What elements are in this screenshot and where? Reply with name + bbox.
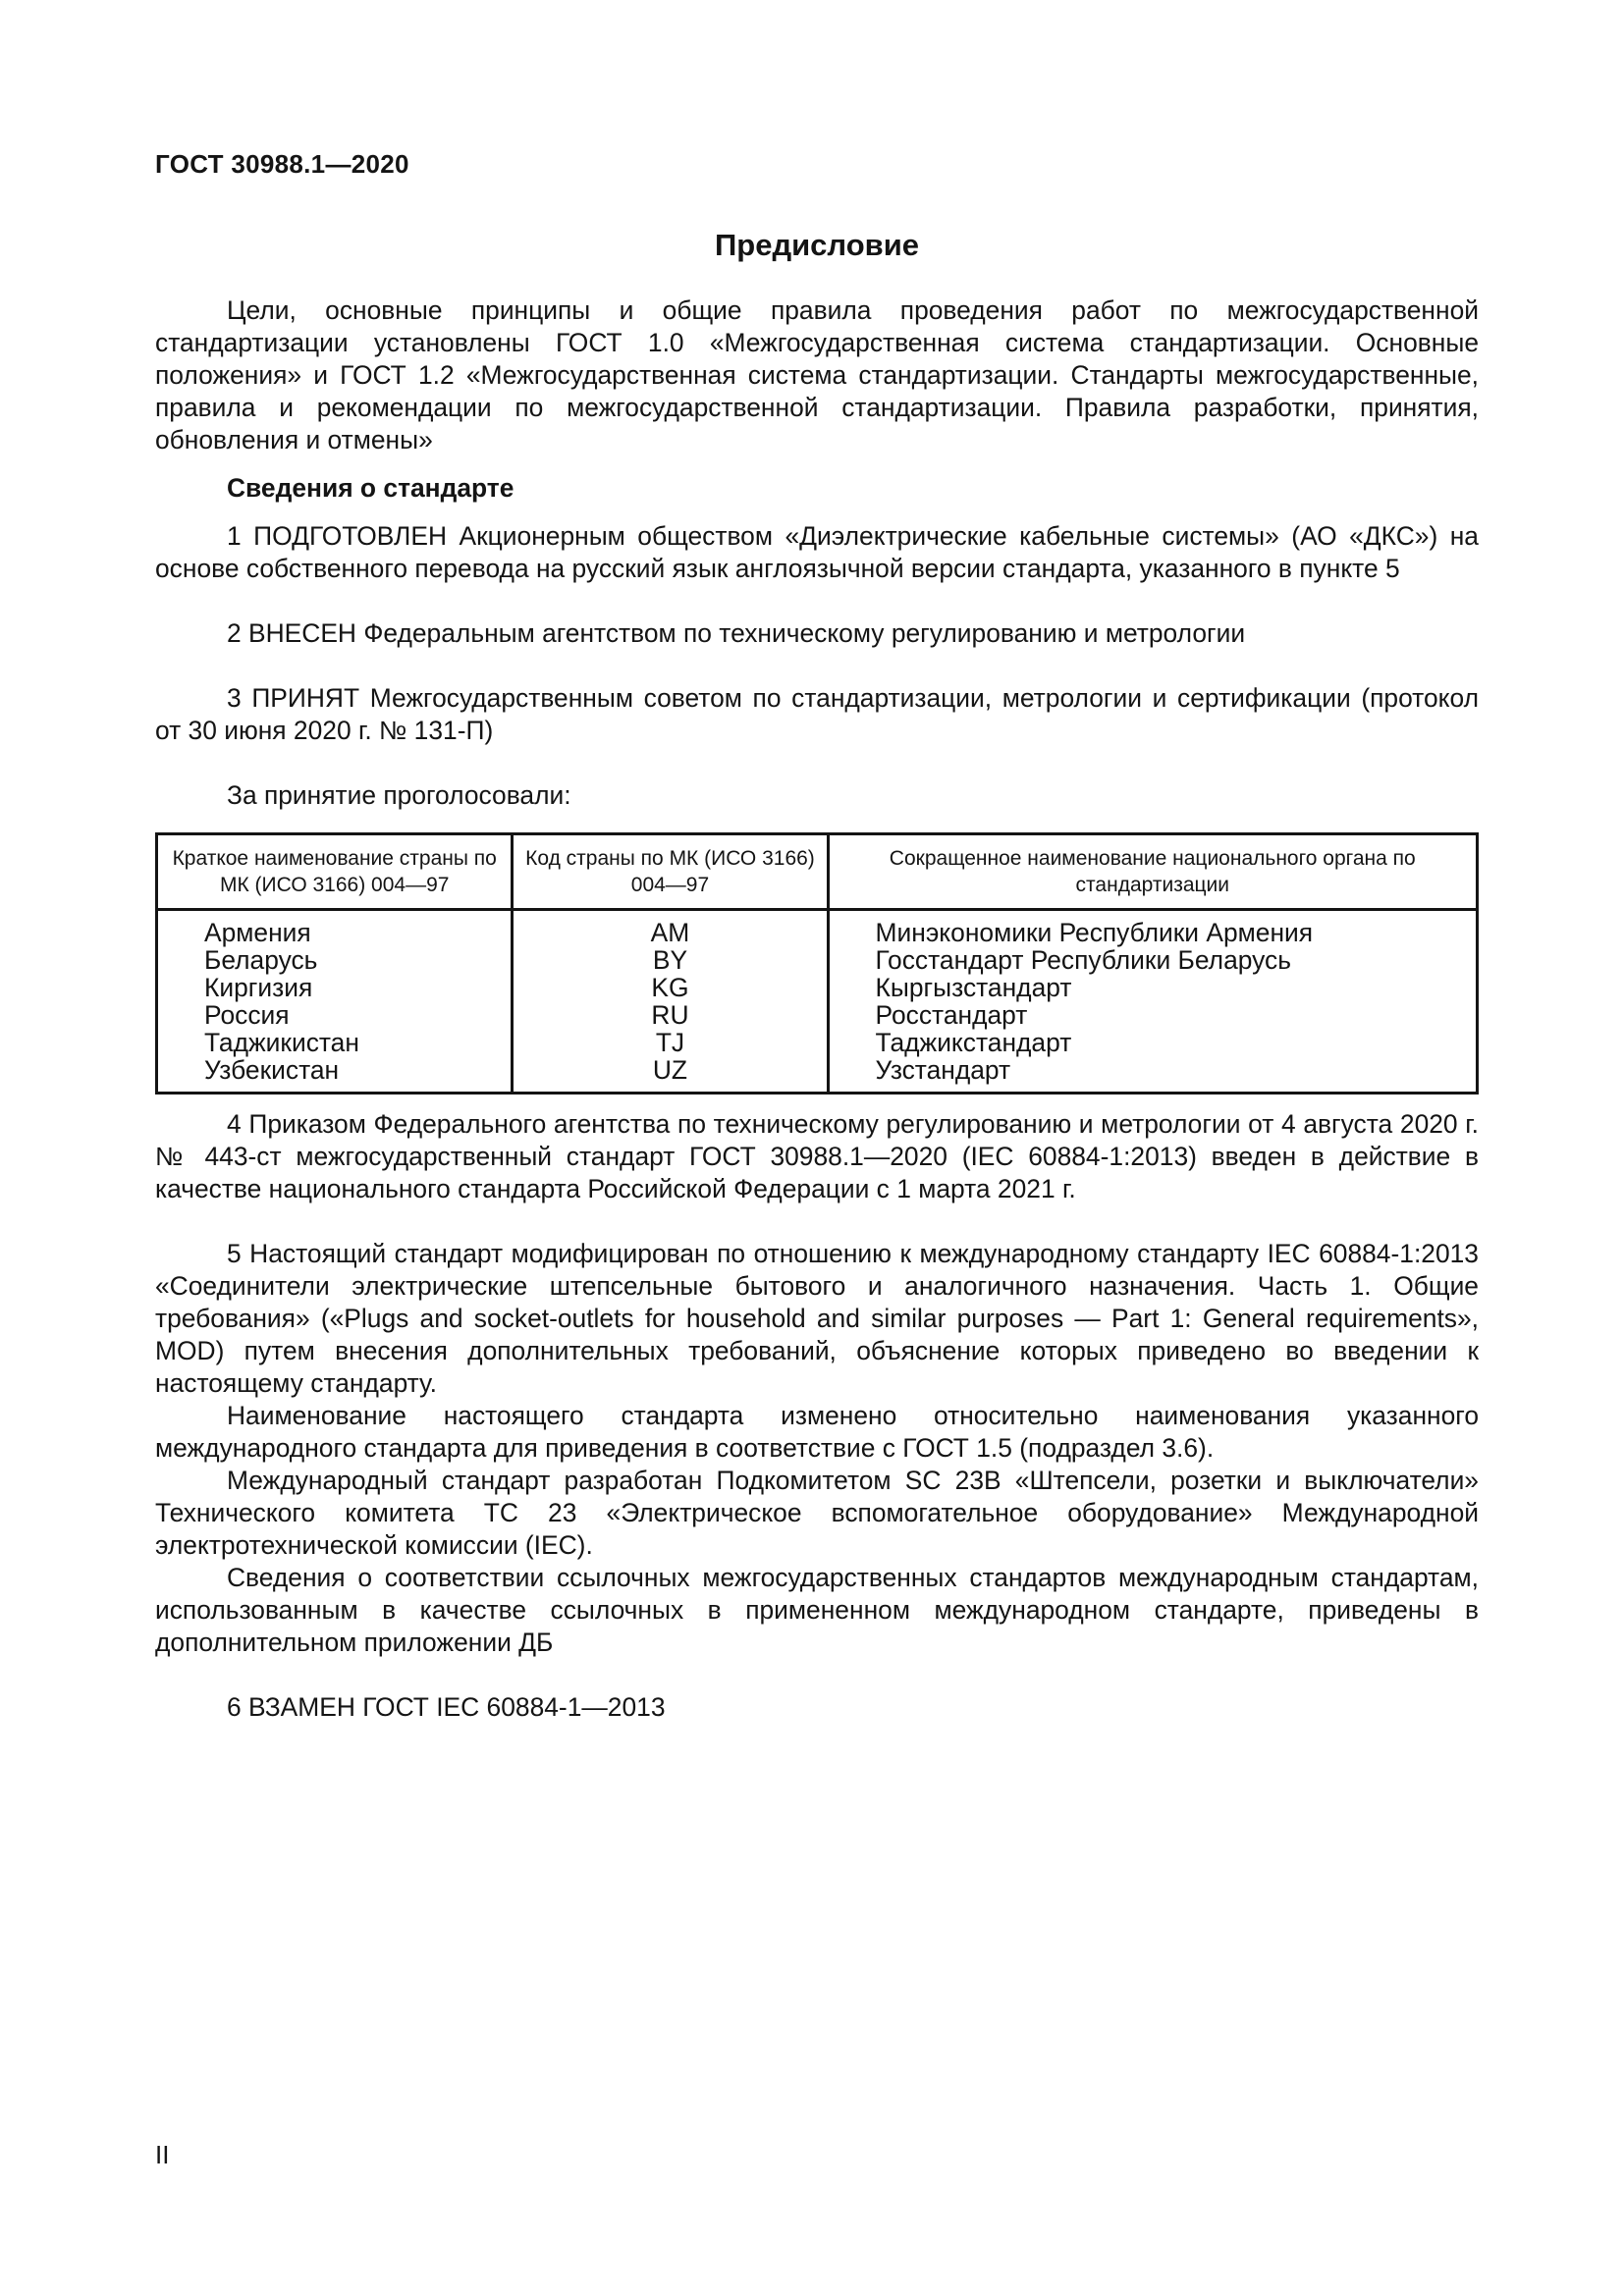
- document-body: [155, 294, 1479, 1724]
- country-code-cell: KG: [513, 974, 828, 1001]
- page-number: II: [155, 2140, 170, 2169]
- country-code-cell: AM: [513, 910, 828, 947]
- country-code-cell: RU: [513, 1001, 828, 1029]
- item-6-paragraph: 6 ВЗАМЕН ГОСТ IEC 60884-1—2013: [227, 1692, 666, 1722]
- intro-paragraph: Цели, основные принципы и общие правила проведения работ по межгосударственной стандартизации установлены ГОСТ 1.0 «Межгосударственная система стандартизации. Основные положения» и ГОСТ 1.2 «Межгосударственная система стандартизации. Стандарты межгосударственные, правила и рекомендации по межгосударственной стандартизации. Правила разработки, принятия, обновления и отмены»: [155, 295, 1479, 454]
- page-title: Предисловие: [714, 228, 919, 262]
- country-name-cell: Армения: [157, 910, 513, 947]
- table-header-cell: Код страны по МК (ИСО 3166) 004—97: [513, 834, 828, 910]
- country-name-cell: Россия: [157, 1001, 513, 1029]
- item-5-paragraph-2: Наименование настоящего стандарта изменено относительно наименования указанного международного стандарта для приведения в соответствие с ГОСТ 1.5 (подраздел 3.6).: [155, 1401, 1479, 1463]
- national-body-cell: Росстандарт: [828, 1001, 1477, 1029]
- voting-table-wrapper: [155, 832, 1479, 1095]
- country-code-cell: TJ: [513, 1029, 828, 1056]
- item-5-paragraph-3: Международный стандарт разработан Подкомитетом SC 23B «Штепсели, розетки и выключатели» Технического комитета TC 23 «Электрическое вспомогательное оборудование» Международной электротехнической комиссии (IEC).: [155, 1466, 1479, 1560]
- national-body-cell: Госстандарт Республики Беларусь: [828, 946, 1477, 974]
- item-4-paragraph: 4 Приказом Федерального агентства по техническому регулированию и метрологии от 4 августа 2020 г. № 443-ст межгосударственный стандарт ГОСТ 30988.1—2020 (IEC 60884-1:2013) введен в действие в качестве национального стандарта Российской Федерации с 1 марта 2021 г.: [155, 1109, 1479, 1203]
- table-header-cell: Сокращенное наименование национального органа по стандартизации: [828, 834, 1477, 910]
- national-body-cell: Таджикстандарт: [828, 1029, 1477, 1056]
- voting-table: [155, 832, 1479, 1095]
- country-name-cell: Узбекистан: [157, 1056, 513, 1094]
- national-body-cell: Узстандарт: [828, 1056, 1477, 1094]
- item-3-paragraph: 3 ПРИНЯТ Межгосударственным советом по стандартизации, метрологии и сертификации (протокол от 30 июня 2020 г. № 131-П): [155, 683, 1479, 745]
- table-row: [157, 974, 1478, 1001]
- section-subheading: Сведения о стандарте: [227, 473, 514, 503]
- table-row: [157, 910, 1478, 947]
- item-1-paragraph: 1 ПОДГОТОВЛЕН Акционерным обществом «Диэлектрические кабельные системы» (АО «ДКС») на основе собственного перевода на русский язык англоязычной версии стандарта, указанного в пункте 5: [155, 521, 1479, 583]
- national-body-cell: Кыргызстандарт: [828, 974, 1477, 1001]
- item-5-paragraph: 5 Настоящий стандарт модифицирован по отношению к международному стандарту IEC 60884-1:2013 «Соединители электрические штепсельные бытового и аналогичного назначения. Часть 1. Общие требования» («Plugs and socket-outlets for household and similar purposes — Part 1: General requirements», MOD) путем внесения дополнительных требований, объяснение которых приведено во введении к настоящему стандарту.: [155, 1239, 1479, 1398]
- country-code-cell: BY: [513, 946, 828, 974]
- country-name-cell: Беларусь: [157, 946, 513, 974]
- table-header-cell: Краткое наименование страны по МК (ИСО 3166) 004—97: [157, 834, 513, 910]
- table-header-row: [157, 834, 1478, 910]
- voted-paragraph: За принятие проголосовали:: [227, 780, 571, 810]
- table-row: [157, 1029, 1478, 1056]
- item-5-paragraph-4: Сведения о соответствии ссылочных межгосударственных стандартов международным стандартам, использованным в качестве ссылочных в примененном международном стандарте, приведены в дополнительном приложении ДБ: [155, 1563, 1479, 1657]
- item-2-paragraph: 2 ВНЕСЕН Федеральным агентством по техническому регулированию и метрологии: [227, 618, 1246, 648]
- table-row: [157, 1056, 1478, 1094]
- table-row: [157, 1001, 1478, 1029]
- document-page: [155, 0, 1479, 2296]
- table-row: [157, 946, 1478, 974]
- country-code-cell: UZ: [513, 1056, 828, 1094]
- national-body-cell: Минэкономики Республики Армения: [828, 910, 1477, 947]
- country-name-cell: Киргизия: [157, 974, 513, 1001]
- country-name-cell: Таджикистан: [157, 1029, 513, 1056]
- document-code: ГОСТ 30988.1—2020: [155, 149, 409, 179]
